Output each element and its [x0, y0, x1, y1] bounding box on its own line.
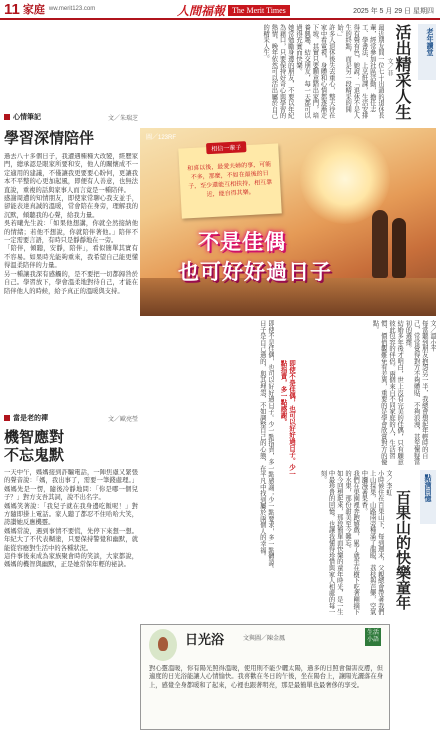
top-article-body — [144, 24, 384, 122]
top-article-author: 文／菲 — [386, 58, 393, 76]
paragraph: 我們在果園裡奔跑嬉戲，累了就坐在樹下吃著剛摘下的水果，那份甜美至今難忘。 — [343, 470, 360, 615]
paragraph: 最近朋友間一位七十出頭的退休長輩，經常參加社區活動，擔任志工、學書法、上烹飪課，生活安排得有聲有色，她說：「退休不是人生的終點，而是另一段精采的開始。」 — [335, 24, 384, 119]
top-article — [140, 24, 436, 124]
top-kicker-box — [418, 24, 436, 80]
paragraph: 如今回想起來，那段簡單而快樂的童年時光，是一生中最珍貴的回憶，也讓我懂得珍惜與家人相處的每一刻。 — [319, 470, 343, 615]
paragraph: 許多人退休後失去重心，整天待在家中看電視，身體和心情都逐漸走下坡。其實只要願意踏出家門，培養興趣、結交朋友，每一天都可以過得充實而快樂。 — [294, 24, 335, 119]
kicker-bullet-icon — [4, 114, 10, 120]
site-url: ww.merit123.com — [48, 6, 96, 12]
logo-english: The Merit Times — [228, 5, 290, 16]
top-kicker: 老年讀堂 — [426, 28, 433, 56]
paragraph: 她常勉勵身邊的朋友，不要以年紀為藉口，只要保持好奇心與學習的熱情，晚年依然可以活出屬於自己的精采人生。 — [262, 24, 294, 119]
page-header — [0, 0, 440, 20]
pull-quote: 即使不是佳偶，也可以好好過日子。少一點指責，多一點感謝。 — [279, 360, 296, 477]
sticky-tag: 相信一輩子 — [206, 141, 247, 154]
photo-credit: 圖／123RF — [146, 135, 177, 141]
left-bottom-title-2: 不忘鬼默 — [4, 446, 65, 464]
paragraph: 媽媽常說，遇到事情不要慌，先停下來想一想。年紀大了不代表糊塗，只要保持警覺和幽默，就能從容應對生活中的各種狀況。 — [4, 527, 138, 552]
sticky-note — [178, 143, 282, 218]
box-title: 日光浴 — [185, 633, 225, 648]
paragraph: 吳若曦先生說：「如果他想講，你就全然接納他的情緒；若他不想說，你就陪伴著他。」陪伴不一定需要言語，有時只是靜靜地在一旁。 — [4, 220, 138, 245]
left-bottom-body — [4, 469, 138, 715]
publish-date: 2025 年 5 月 29 日 星期四 — [353, 8, 434, 15]
kicker-text: 心情筆記 — [13, 114, 41, 121]
paragraph: 結婚多年後才明白，世上沒有完美的佳偶，只有願意彼此包容的伴侶。兩個來自不同家庭的人，生活習慣、價值觀難免有差異，重要的是學會欣賞對方的優點。 — [371, 320, 404, 465]
left-bottom-kicker — [4, 413, 138, 423]
couple-figure-woman — [392, 218, 406, 278]
box-author: 文與圖／陳金鳳 — [243, 635, 286, 642]
paragraph: 媽媽笑著說：「我兒子就在我身邊吃飯呢！」對方隨即掛上電話。家人聽了都忍不住哈哈大笑，誇讚她反應機靈。 — [4, 502, 138, 527]
hero-image — [140, 128, 436, 316]
paragraph: 文／李虹 — [385, 470, 392, 496]
headline-line-2: 也可好好過日子 — [178, 260, 332, 284]
bottom-right-kicker: 點滴回憶 — [424, 474, 431, 502]
middle-article-body-right — [286, 320, 436, 466]
left-column — [4, 112, 138, 732]
paragraph: 感謝周遭的知情朋友，即使家常聊心我支並手，卻能表達真誠的溫暖，常會陪在身旁，理解我的沉默，傾聽我的心聲，給我力量。 — [4, 195, 138, 219]
box-badge: 生活小語 — [365, 628, 381, 646]
section-name: 家庭 — [22, 4, 45, 16]
middle-article-area — [140, 320, 436, 620]
kicker-text: 當是老的禪 — [13, 415, 48, 422]
paragraph: 「陪伴，傾聽，安靜，陪伴」，看似簡單其實有不容易。如果時光能夠重來，我希望自己能更懂得溫柔陪伴的力量。 — [4, 245, 138, 270]
top-article-title: 活出精采人生 — [393, 24, 412, 120]
paragraph: 這件事後來成為家族聚會時的笑談，大家都說，媽媽的機智與幽默，正是她常保年輕的祕訣。 — [4, 553, 138, 569]
bottom-right-kicker-box — [420, 470, 436, 524]
headline-line-1: 不是佳偶 — [198, 230, 286, 254]
paragraph: 小時候住在百果山下，每到週末，父親總會帶著我們上山採果，山路兩旁種滿了龍眼、荔枝與芭樂，空氣中瀰漫著果香。 — [360, 470, 384, 615]
article-author: 文／朱瑞芝 — [107, 115, 138, 122]
masthead-logo — [177, 2, 290, 18]
paragraph: 即使不是佳偶，也可以好好過日子。少一點指責，多一點感謝；少一點要求，多一點體諒。 — [267, 320, 274, 572]
sidebar-box — [140, 624, 390, 730]
paragraph: 一天中午，媽媽接到詐騙電話，一陣焦慮又緊張的聲音說：「媽，我出事了，需要一筆錢處理。」媽媽先是一愣，隨後冷靜地問：「你是哪一個兒子？」對方支吾其詞，說不出名字。 — [4, 469, 138, 502]
page-number: 11 — [4, 0, 20, 18]
left-top-title: 學習深情陪伴 — [4, 129, 95, 147]
middle-article-body-left — [140, 320, 274, 620]
bottom-right-body — [296, 470, 392, 616]
left-top-body — [4, 153, 138, 405]
box-body: 對心靈溫暖，你有陽光照得溫暖，使用則不能少曬太陽，過多的日照會傷害皮膚，但適度的日光浴能讓人心情愉快。我喜歡在冬日的午後，坐在陽台上，讓陽光灑落在身上，感覺全身都暖和了起來，心裡也跟著明亮，那是最簡單也最奢侈的享受。 — [149, 665, 383, 689]
couple-figure-man — [372, 210, 388, 278]
illustration-icon — [149, 629, 177, 661]
paragraph: 另一種讓我深有感觸的，是不要把一切都歸咎於自己。學習放下，學會溫柔地對待自己，才能在陪伴他人的時候，給予真正的溫暖與支持。 — [4, 270, 138, 295]
paragraph: 每當聽到朋友抱怨另一半，我總會想起年輕時的自己，常常覺得對方不夠體貼、不夠浪漫，甚至懷疑當初的選擇。 — [404, 320, 428, 465]
paragraph: 文／溫小平 — [429, 320, 436, 352]
kicker-bullet-icon — [4, 415, 10, 421]
paragraph: 日子是自己過的，與其埋怨，不如調整自己的心態，在平凡中找到屬於兩個人的幸福。 — [258, 320, 266, 560]
article-author: 文／歐亮瑩 — [107, 416, 138, 423]
bottom-right-title: 百果山的快樂童年 — [394, 490, 412, 610]
left-bottom-title-1: 機智應對 — [4, 428, 65, 446]
sticky-text: 和喜以後，最愛夫婦的事，可能不多，那麼，不如在最後的日子，至少還能互相扶持，相互靠近，能自得其樂。 — [187, 160, 273, 199]
paragraph: 過去八十多個日子，我遭遇種種大改變，經歷家門，總承認是眼家所要和安，他人的關懷成不一定適用的建議，不僅讓我更要要心盼何，更讓我本不平整的心更加起風，即便有人善意，也無法直說，重複的話與家事人而言竟是一種陪伴。 — [4, 153, 138, 194]
logo-chinese: 人間福報 — [177, 3, 226, 18]
left-top-kicker — [4, 112, 138, 122]
